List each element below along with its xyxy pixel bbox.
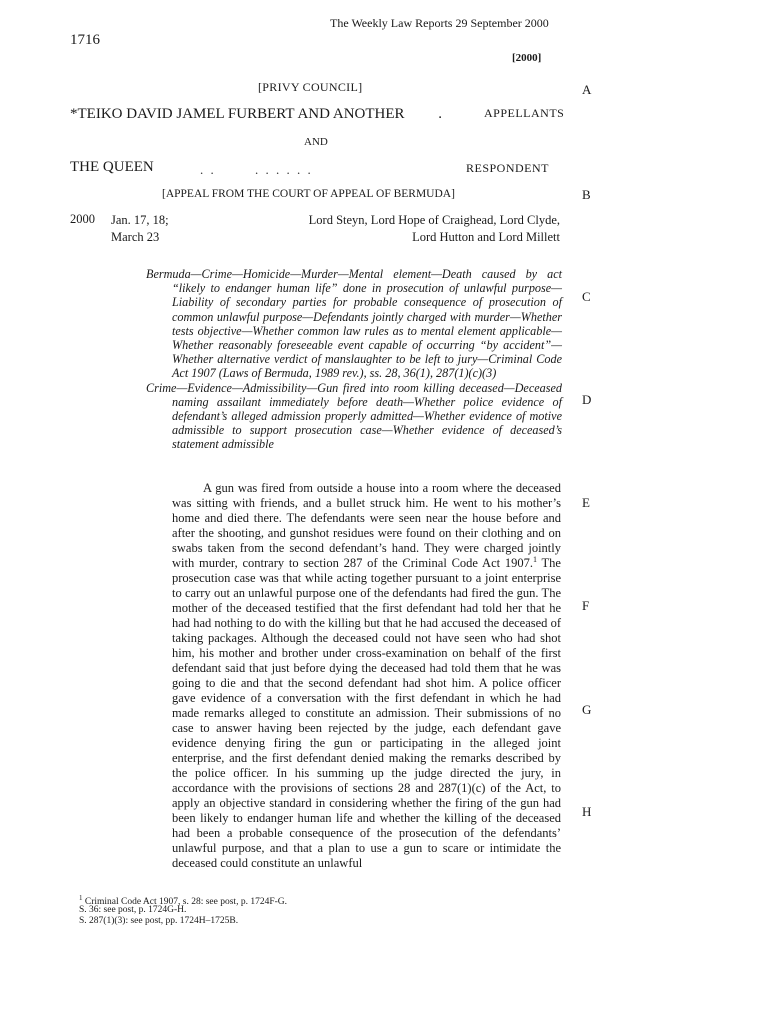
margin-letter-a: A	[582, 82, 592, 97]
appellant-suffix: AND ANOTHER	[294, 106, 405, 122]
respondent-dots-2: . . . . . .	[255, 162, 313, 177]
judgment-date: March 23	[111, 230, 160, 244]
appellant-role: APPELLANTS	[484, 106, 565, 120]
margin-letter-c: C	[582, 289, 591, 304]
page-number: 1716	[70, 32, 100, 48]
judges-line-1: Lord Steyn, Lord Hope of Craighead, Lord Clyde,	[308, 213, 560, 227]
appellant-line	[70, 106, 442, 123]
margin-letter-e: E	[582, 495, 590, 510]
footnote-3: S. 287(1)(3): see post, pp. 1724H–1725B.	[79, 916, 239, 926]
hearing-dates: Jan. 17, 18;	[111, 213, 169, 227]
footnote-1-marker: 1	[79, 894, 83, 902]
report-year: [2000]	[512, 52, 542, 64]
footnote-2: S. 36: see post, p. 1724G-H.	[79, 905, 187, 915]
respondent-name: THE QUEEN	[70, 159, 154, 175]
court-name: [PRIVY COUNCIL]	[258, 80, 363, 94]
margin-letter-h: H	[582, 804, 592, 819]
judges	[250, 212, 560, 246]
and-separator: AND	[304, 136, 328, 148]
summary-text-main: A gun was fired from outside a house into a room where the deceased was sitting with friends, and a bullet struck him. He went to his mother’s home and died there. The defendants were seen near the house before and after the shooting, and gunshot residues were found on their clothing and on swabs taken from the second defendant’s hand. They were charged jointly with murder, contrary to section 287 of the Criminal Code Act 1907.	[172, 481, 561, 570]
summary-text	[172, 481, 561, 871]
headnote	[146, 267, 562, 452]
catchwords-bermuda: Bermuda—Crime—Homicide—Murder—Mental element—Death caused by act “likely to endanger human life” done in prosecution of unlawful purpose—Liability of secondary parties for probable consequence of prosecution of common unlawful purpose—Defendants jointly charged with murder—Whether tests objective—Whether common law rules as to mental element applicable—Whether reasonably foreseeable event capable of occurring “by accident”—Whether alternative verdict of manslaughter to be left to jury—Criminal Code Act 1907 (Laws of Bermuda, 1989 rev.), ss. 28, 36(1), 287(1)(c)(3)	[146, 267, 562, 381]
appellant-dots: .	[438, 106, 443, 122]
margin-letter-g: G	[582, 702, 592, 717]
case-year: 2000	[70, 212, 95, 226]
respondent-role: RESPONDENT	[466, 161, 550, 175]
summary-paragraph	[172, 481, 561, 871]
appeal-from: [APPEAL FROM THE COURT OF APPEAL OF BERMUDA]	[162, 188, 455, 200]
footnote-1-text: Criminal Code Act 1907, s. 28: see post, p. 1724F-G.	[84, 897, 288, 908]
case-dates	[111, 212, 169, 246]
margin-letter-b: B	[582, 187, 591, 202]
margin-letter-f: F	[582, 598, 590, 613]
footnote-reference: 1	[533, 554, 537, 564]
margin-letter-d: D	[582, 392, 592, 407]
judges-line-2: Lord Hutton and Lord Millett	[412, 230, 560, 244]
summary-text-rest: The prosecution case was that while acting together pursuant to a joint enterprise to carry out an unlawful purpose one of the defendants had fired the gun. The mother of the deceased testified that the first defendant had told her that he had had nothing to do with the killing but that he had accused the deceased of taking packages. Although the deceased could not have seen who had shot him, his mother and brother under cross-examination on behalf of the first defendant said that just before dying the deceased had told them that he was going to die and that the second defendant had shot him. A police officer gave evidence of a conversation with the first defendant in which he had made remarks alleged to constitute an admission. Their submissions of no case to answer having been rejected by the judge, each defendant gave evidence denying firing the gun or participating in the alleged joint enterprise, and the first defendant denied making the remarks described by the police officer. In his summing up the judge directed the jury, in accordance with the provisions of sections 28 and 287(1)(c) of the Act, to apply an objective standard in considering whether the firing of the gun had been likely to endanger human life and whether the killing of the deceased had been a probable consequence of the prosecution of the defendants’ unlawful purpose, and that a plan to use a gun to scare or intimidate the deceased could constitute an unlawful	[172, 556, 561, 870]
appellant-name: *TEIKO DAVID JAMEL FURBERT	[70, 106, 295, 122]
running-title: The Weekly Law Reports 29 September 2000	[330, 16, 549, 30]
respondent-dots: . .	[200, 162, 216, 177]
catchwords-evidence: Crime—Evidence—Admissibility—Gun fired into room killing deceased—Deceased naming assailant immediately before death—Whether police evidence of defendant’s alleged admission properly admitted—Whether evidence of motive admissible to support prosecution case—Whether evidence of deceased’s statement admissible	[146, 380, 562, 452]
